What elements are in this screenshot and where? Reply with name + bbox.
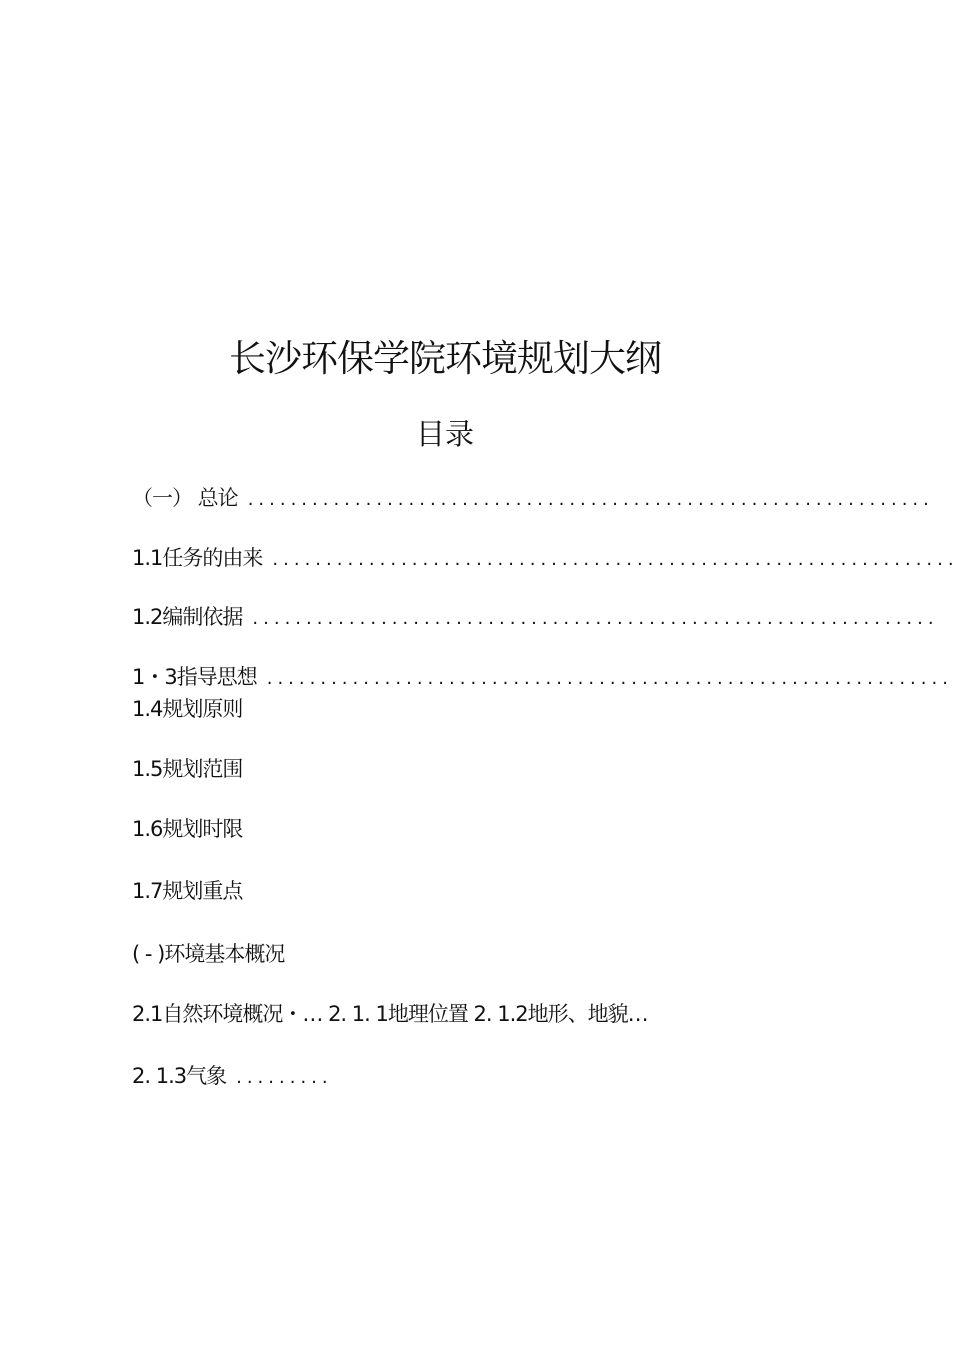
- toc-entry-1-4[interactable]: [132, 694, 748, 724]
- toc-entry-1-3[interactable]: [132, 662, 953, 694]
- toc-leader-dots: ................................................................: [247, 489, 934, 510]
- toc-entry-label: 1.7规划重点: [132, 879, 243, 903]
- toc-entry-label: 2. 1.3气象: [132, 1064, 227, 1088]
- toc-entry-label: 1.2编制依据: [132, 605, 243, 629]
- toc-entry-label: 1・3指导思想: [132, 665, 257, 689]
- toc-leader-dots: ................................................................: [252, 608, 939, 629]
- toc-entry-1-7[interactable]: [132, 876, 748, 906]
- toc-leader-dots: ................................................................: [272, 549, 959, 570]
- toc-entry-label: 1.1任务的由来: [132, 546, 263, 570]
- toc-leader-dots: ................................................................: [266, 668, 953, 689]
- toc-entry-1-6[interactable]: [132, 814, 748, 844]
- toc-entry-label: 1.6规划时限: [132, 817, 243, 841]
- toc-entry-label: 1.4规划原则: [132, 697, 243, 721]
- toc-entry-general[interactable]: [132, 483, 934, 515]
- toc-heading: 目录: [415, 417, 474, 451]
- toc-leader-dots: .........: [236, 1067, 333, 1088]
- toc-entry-1-5[interactable]: [132, 754, 748, 784]
- toc-entry-1-2[interactable]: [132, 602, 939, 634]
- toc-entry-label: ( - )环境基本概况: [132, 942, 285, 966]
- document-title: 长沙环保学院环境规划大纲: [229, 337, 661, 380]
- toc-entry-1-1[interactable]: [132, 543, 959, 575]
- toc-entry-environment-overview[interactable]: [132, 939, 748, 969]
- toc-entry-2-1-3[interactable]: [132, 1061, 748, 1093]
- toc-entry-label: 1.5规划范围: [132, 757, 243, 781]
- toc-entry-label: 2.1自然环境概况・… 2. 1. 1地理位置 2. 1.2地形、地貌…: [132, 1002, 648, 1026]
- toc-entry-label: （一） 总论: [132, 486, 238, 510]
- toc-entry-2-1[interactable]: [132, 999, 748, 1029]
